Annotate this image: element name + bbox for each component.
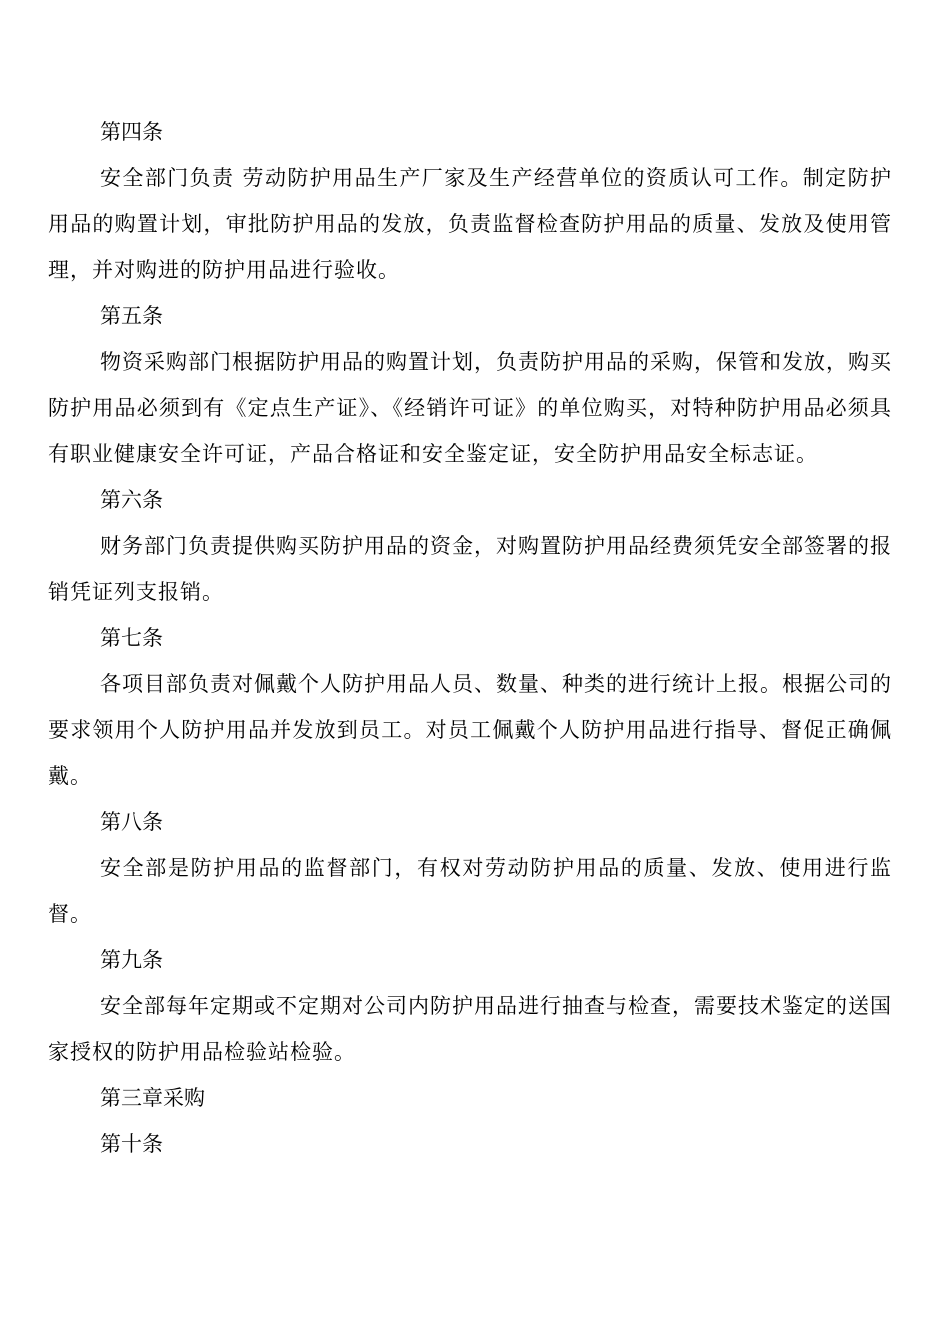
article-heading: 第五条 (100, 304, 163, 328)
document-body (48, 109, 892, 1167)
article-heading: 第七条 (100, 626, 163, 650)
chapter-heading: 第三章采购 (100, 1086, 205, 1110)
article-paragraph: 安全部每年定期或不定期对公司内防护用品进行抽查与检查，需要技术鉴定的送国家授权的防护用品检验站检验。 (48, 994, 892, 1064)
article-paragraph: 安全部门负责 劳动防护用品生产厂家及生产经营单位的资质认可工作。制定防护用品的购置计划，审批防护用品的发放，负责监督检查防护用品的质量、发放及使用管理，并对购进的防护用品进行验收。 (48, 166, 892, 282)
article-paragraph: 财务部门负责提供购买防护用品的资金，对购置防护用品经费须凭安全部签署的报销凭证列支报销。 (48, 534, 892, 604)
article-heading: 第八条 (100, 810, 163, 834)
article-paragraph: 各项目部负责对佩戴个人防护用品人员、数量、种类的进行统计上报。根据公司的要求领用个人防护用品并发放到员工。对员工佩戴个人防护用品进行指导、督促正确佩戴。 (48, 672, 892, 788)
article-heading: 第六条 (100, 488, 163, 512)
article-heading: 第四条 (100, 120, 163, 144)
article-heading: 第十条 (100, 1132, 163, 1156)
article-paragraph: 安全部是防护用品的监督部门，有权对劳动防护用品的质量、发放、使用进行监督。 (48, 856, 892, 926)
article-heading: 第九条 (100, 948, 163, 972)
article-paragraph: 物资采购部门根据防护用品的购置计划，负责防护用品的采购，保管和发放，购买防护用品必须到有《定点生产证》、《经销许可证》的单位购买，对特种防护用品必须具有职业健康安全许可证，产品合格证和安全鉴定证，安全防护用品安全标志证。 (48, 350, 892, 466)
